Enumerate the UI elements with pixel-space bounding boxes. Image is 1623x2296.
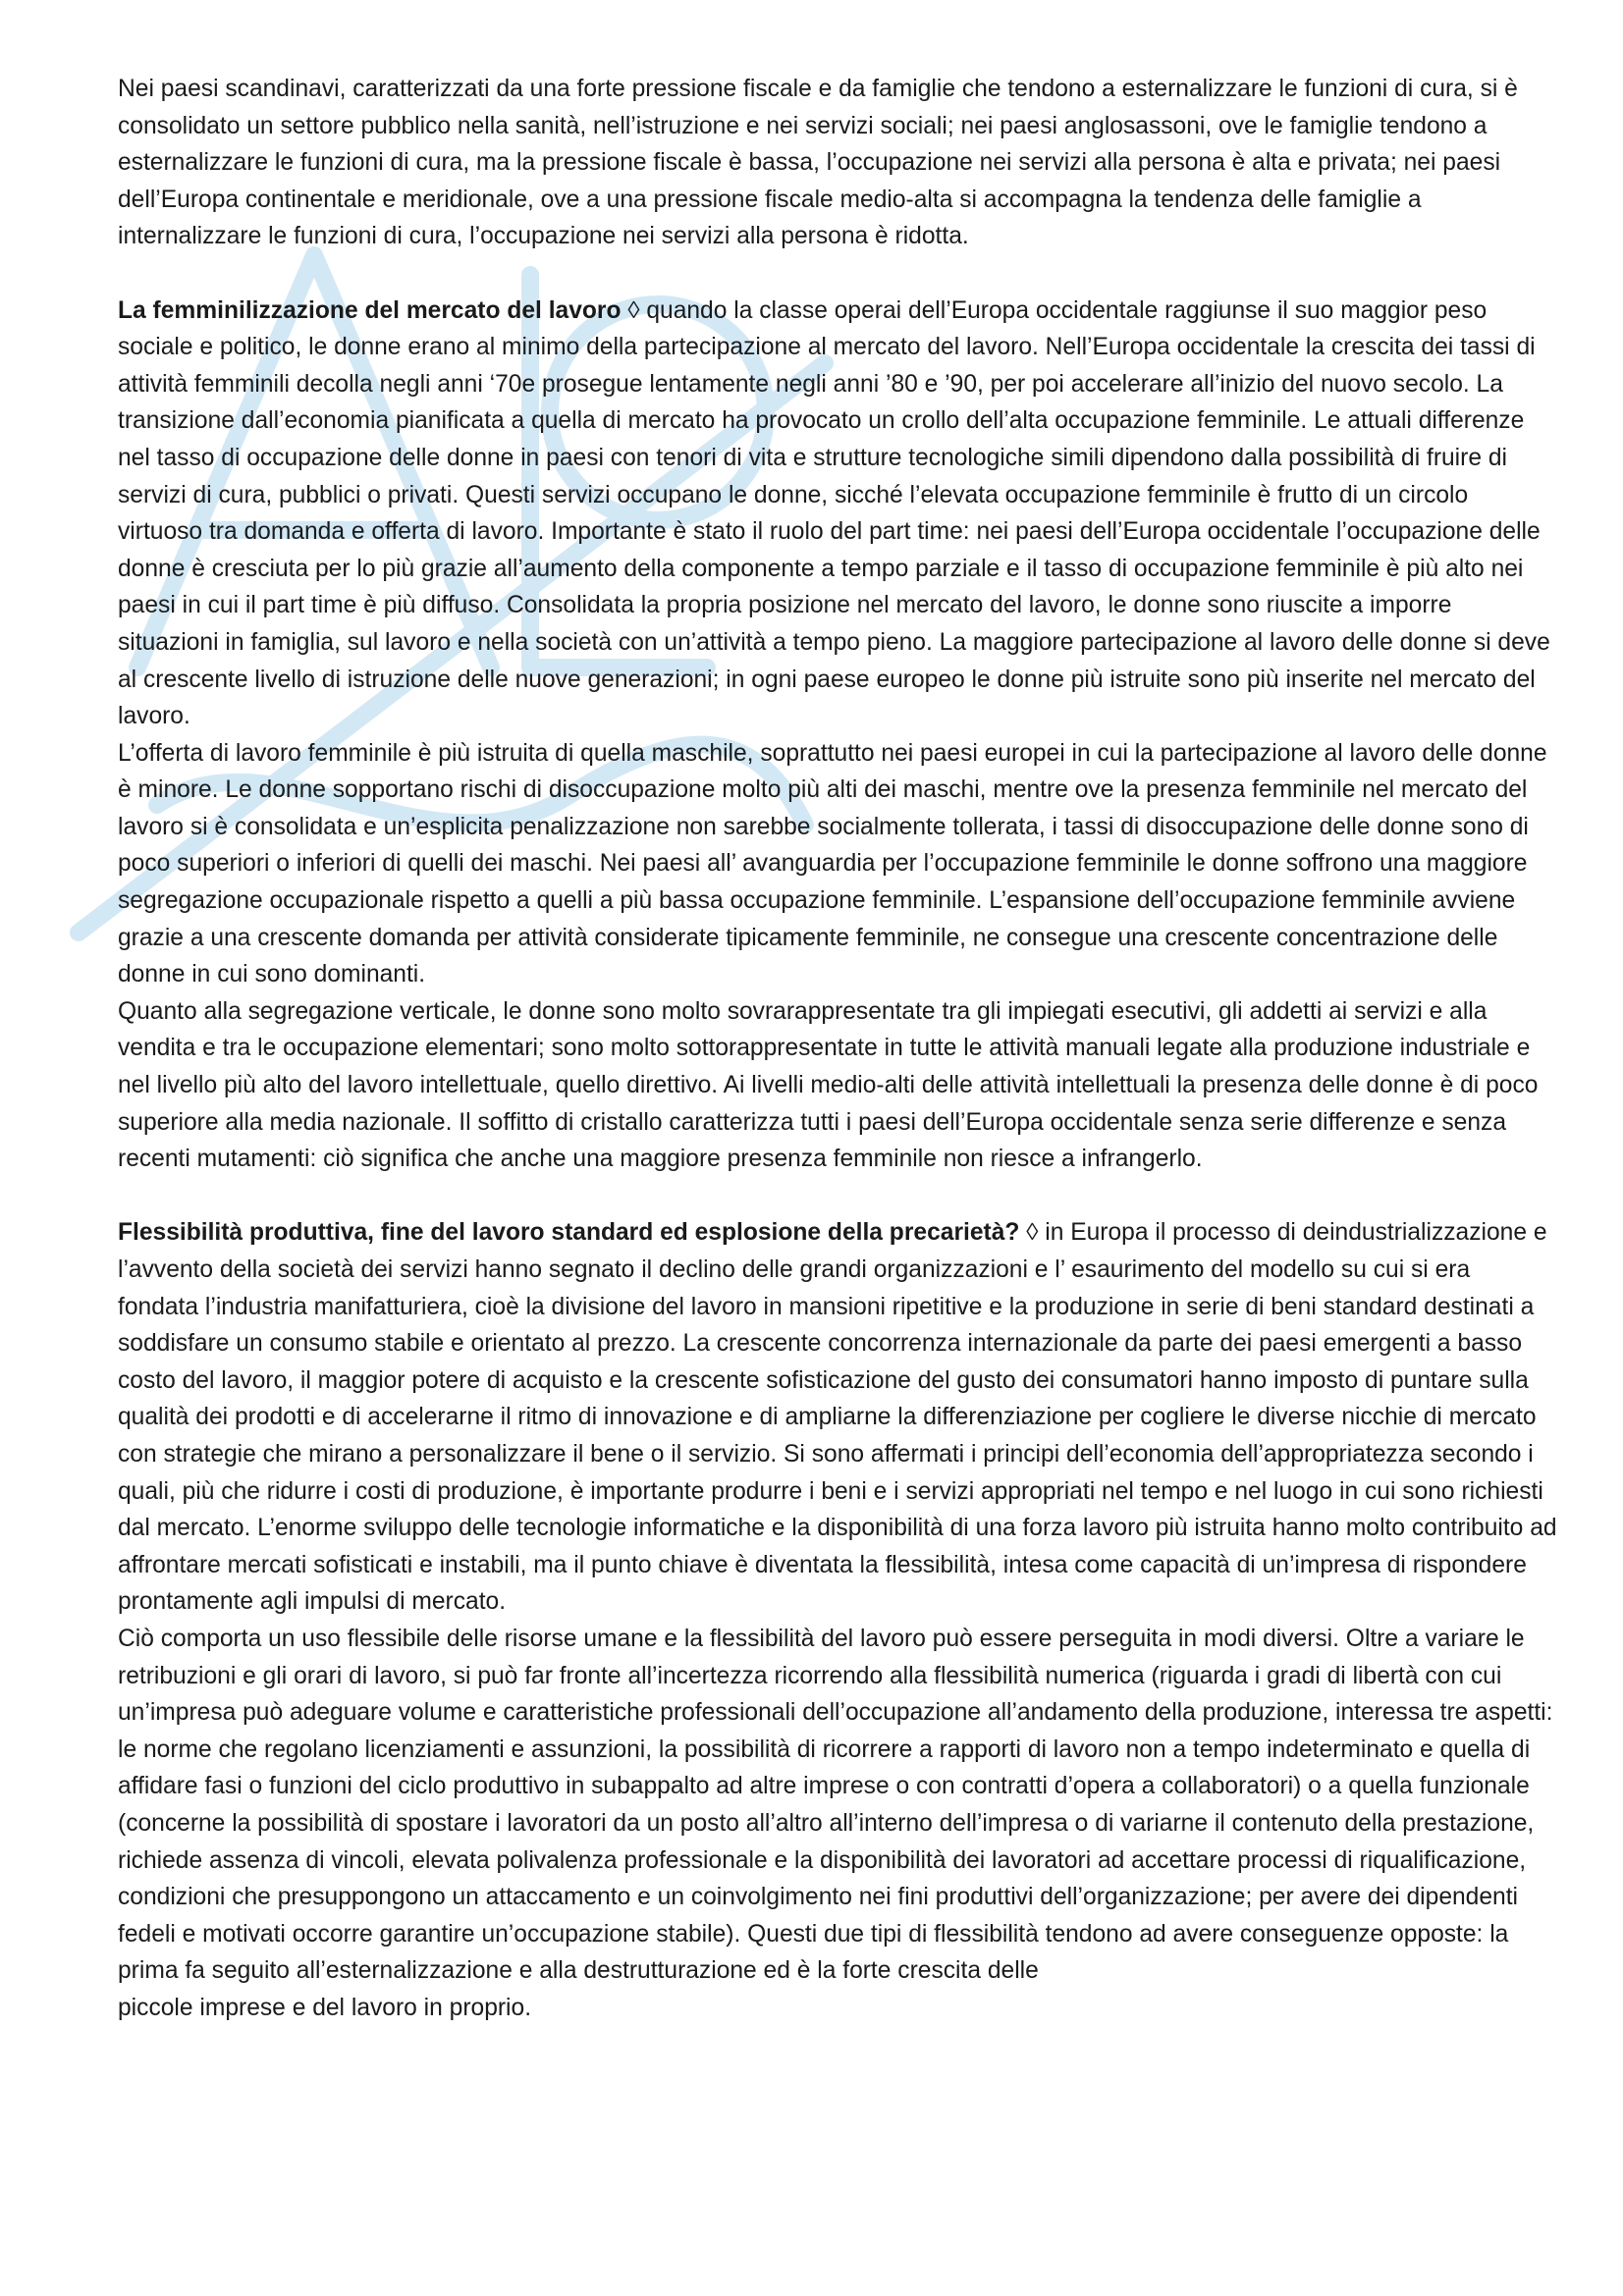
paragraph-spacer xyxy=(118,1178,1557,1215)
paragraph-text: L’offerta di lavoro femminile è più istruita di quella maschile, soprattutto nei paesi europei in cui la partecipazione al lavoro delle donne è minore. Le donne sopportano rischi di disoccupazione molto più alti dei maschi, mentre ove la presenza femminile nel mercato del lavoro si è consolidata e un’esplicita penalizzazione non sarebbe socialmente tollerata, i tassi di disoccupazione delle donne sono di poco superiori o inferiori di quelli dei maschi. Nei paesi all’ avanguardia per l’occupazione femminile le donne soffrono una maggiore segregazione occupazionale rispetto a quelli a più bassa occupazione femminile. L’espansione dell’occupazione femminile avviene grazie a una crescente domanda per attività considerate tipicamente femminile, ne consegue una crescente concentrazione delle donne in cui sono dominanti. xyxy=(118,739,1547,988)
paragraph-text: ◊ in Europa il processo di deindustrializzazione e l’avvento della società dei servizi hanno segnato il declino delle grandi organizzazioni e l’ esaurimento del modello su cui si era fondata l’industria manifatturiera, cioè la divisione del lavoro in mansioni ripetitive e la produzione in serie di beni standard destinati a soddisfare un consumo stabile e orientato al prezzo. La crescente concorrenza internazionale da parte dei paesi emergenti a basso costo del lavoro, il maggior potere di acquisto e la crescente sofisticazione del gusto dei consumatori hanno imposto di puntare sulla qualità dei prodotti e di accelerarne il ritmo di innovazione e di ampliarne la differenziazione per cogliere le diverse nicchie di mercato con strategie che mirano a personalizzare il bene o il servizio. Si sono affermati i principi dell’economia dell’appropriatezza secondo i quali, più che ridurre i costi di produzione, è importante produrre i beni e i servizi appropriati nel tempo e nel luogo in cui sono richiesti dal mercato. L’enorme sviluppo delle tecnologie informatiche e la disponibilità di una forza lavoro più istruita hanno molto contribuito ad affrontare mercati sofisticati e instabili, ma il punto chiave è diventata la flessibilità, intesa come capacità di un’impresa di rispondere prontamente agli impulsi di mercato. xyxy=(118,1219,1557,1616)
paragraph-feminization xyxy=(118,293,1557,735)
paragraph-spacer xyxy=(118,255,1557,293)
paragraph-flexibility-types xyxy=(118,1621,1557,1990)
paragraph-text: piccole imprese e del lavoro in proprio. xyxy=(118,1994,532,2021)
document-page xyxy=(118,71,1557,2026)
paragraph-text: Quanto alla segregazione verticale, le donne sono molto sovrarappresentate tra gli impiegati esecutivi, gli addetti ai servizi e alla vendita e tra le occupazione elementari; sono molto sottorappresentate in tutte le attività manuali legate alla produzione industriale e nel livello più alto del lavoro intellettuale, quello direttivo. Ai livelli medio-alti delle attività intellettuali la presenza delle donne è di poco superiore alla media nazionale. Il soffitto di cristallo caratterizza tutti i paesi dell’Europa occidentale senza serie differenze e senza recenti mutamenti: ciò significa che anche una maggiore presenza femminile non riesce a infrangerlo. xyxy=(118,997,1539,1173)
paragraph-closing-line xyxy=(118,1990,1557,2027)
paragraph-text: Ciò comporta un uso flessibile delle risorse umane e la flessibilità del lavoro può essere perseguita in modi diversi. Oltre a variare le retribuzioni e gli orari di lavoro, si può far fronte all’incertezza ricorrendo alla flessibilità numerica (riguarda i gradi di libertà con cui un’impresa può adeguare volume e caratteristiche professionali dell’occupazione all’andamento della produzione, interessa tre aspetti: le norme che regolano licenziamenti e assunzioni, la possibilità di ricorrere a rapporti di lavoro non a tempo indeterminato e quella di affidare fasi o funzioni del ciclo produttivo in subappalto ad altre imprese o con contratti d’opera a collaboratori) o a quella funzionale (concerne la possibilità di spostare i lavoratori da un posto all’altro all’interno dell’impresa o di variarne il contenuto della prestazione, richiede assenza di vincoli, elevata polivalenza professionale e la disponibilità dei lavoratori ad accettare processi di riqualificazione, condizioni che presuppongono un attaccamento e un coinvolgimento nei fini produttivi dell’organizzazione; per avere dei dipendenti fedeli e motivati occorre garantire un’occupazione stabile). Questi due tipi di flessibilità tendono ad avere conseguenze opposte: la prima fa seguito all’esternalizzazione e alla destrutturazione ed è la forte crescita delle xyxy=(118,1625,1553,1985)
paragraph-vertical-segregation xyxy=(118,993,1557,1178)
paragraph-text: ◊ quando la classe operai dell’Europa occidentale raggiunse il suo maggior peso sociale e politico, le donne erano al minimo della partecipazione al mercato del lavoro. Nell’Europa occidentale la crescita dei tassi di attività femminili decolla negli anni ‘70e prosegue lentamente negli anni ’80 e ’90, per poi accelerare all’inizio del nuovo secolo. La transizione dall’economia pianificata a quella di mercato ha provocato un crollo dell’alta occupazione femminile. Le attuali differenze nel tasso di occupazione delle donne in paesi con tenori di vita e strutture tecnologiche simili dipendono dalla possibilità di fruire di servizi di cura, pubblici o privati. Questi servizi occupano le donne, sicché l’elevata occupazione femminile è frutto di un circolo virtuoso tra domanda e offerta di lavoro. Importante è stato il ruolo del part time: nei paesi dell’Europa occidentale l’occupazione delle donne è cresciuta per lo più grazie all’aumento della componente a tempo parziale e il tasso di occupazione femminile è più alto nei paesi in cui il part time è più diffuso. Consolidata la propria posizione nel mercato del lavoro, le donne sono riuscite a imporre situazioni in famiglia, sul lavoro e nella società con un’attività a tempo pieno. La maggiore partecipazione al lavoro delle donne si deve al crescente livello di istruzione delle nuove generazioni; in ogni paese europeo le donne più istruite sono più inserite nel mercato del lavoro. xyxy=(118,296,1550,730)
paragraph-text: Nei paesi scandinavi, caratterizzati da una forte pressione fiscale e da famiglie che tendono a esternalizzare le funzioni di cura, si è consolidato un settore pubblico nella sanità, nell’istruzione e nei servizi sociali; nei paesi anglosassoni, ove le famiglie tendono a esternalizzare le funzioni di cura, ma la pressione fiscale è bassa, l’occupazione nei servizi alla persona è alta e privata; nei paesi dell’Europa continentale e meridionale, ove a una pressione fiscale medio-alta si accompagna la tendenza delle famiglie a internalizzare le funzioni di cura, l’occupazione nei servizi alla persona è ridotta. xyxy=(118,76,1518,250)
paragraph-flexibility xyxy=(118,1214,1557,1621)
paragraph-welfare-models xyxy=(118,71,1557,255)
paragraph-female-supply xyxy=(118,735,1557,993)
section-heading-feminization: La femminilizzazione del mercato del lavoro xyxy=(118,296,622,324)
section-heading-flexibility: Flessibilità produttiva, fine del lavoro standard ed esplosione della precarietà? xyxy=(118,1219,1020,1247)
